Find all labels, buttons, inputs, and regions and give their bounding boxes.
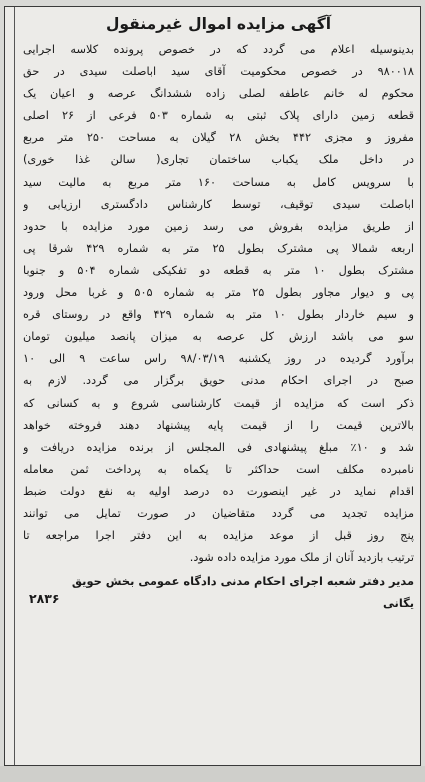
notice-line: بالاترین قیمت را از قیمت پایه پیشنهاد دهند فروخته خواهد [23, 418, 414, 432]
notice-line: بدینوسیله اعلام می گردد که در خصوص پرونده کلاسه اجرایی [23, 43, 414, 56]
column-divider [14, 7, 15, 765]
signature-line: مدیر دفتر شعبه اجرای احکام مدنی دادگاه عمومی بخش حویق [71, 574, 414, 589]
notice-line: ذکر است که مزایده از قیمت کارشناسی شروع و به کسانی که [23, 396, 414, 410]
notice-line: برآورد گردیده در روز یکشنبه ۹۸/۰۳/۱۹ راس ساعت ۹ الی ۱۰ [23, 352, 414, 366]
reference-number: ۲۸۳۶ [29, 591, 60, 607]
notice-line: سو می باشد ارزش کل عرصه به میزان پانصد میلیون تومان [23, 330, 414, 344]
notice-line: از طریق مزایده بفروش می رسد زمین مورد مزایده با حدود [23, 219, 414, 233]
notice-line: شد و ۱۰٪ مبلغ پیشنهادی فی المجلس از برنده مزایده دریافت و [23, 440, 414, 454]
next-clipping-edge [0, 766, 425, 782]
notice-line: و سیم خاردار بطول ۱۰ متر به شماره ۴۲۹ واقع در روستای قره [23, 308, 414, 322]
signature-name: یگانی [383, 596, 414, 611]
newspaper-clipping [4, 6, 421, 766]
notice-title: آگهی مزایده اموال غیرمنقول [105, 15, 332, 33]
notice-line: صبح در اجرای احکام مدنی حویق برگزار می گردد. لازم به [23, 374, 414, 388]
notice-line: اربعه شمالا پی مشترک بطول ۲۵ متر به شماره ۴۲۹ شرقا پی [23, 241, 414, 255]
notice-line: ترتیب بازدید آنان از ملک مورد مزایده داده شود. [189, 551, 414, 565]
notice-body [23, 39, 414, 569]
notice-line: اباصلت سیدی توقیف، توسط کارشناس دادگستری ارزیابی و [23, 197, 414, 211]
notice-line: قطعه زمین دارای پلاک ثبتی به شماره ۵۰۳ فرعی از ۲۶ اصلی [23, 109, 414, 123]
notice-line: ۹۸۰۰۱۸ در خصوص محکومیت آقای سید اباصلت سیدی در حق [23, 65, 414, 79]
signature-name-row [23, 592, 414, 616]
notice-line: پی و دیوار مجاور بطول ۲۵ متر به شماره ۵۰۵ و غربا محل ورود [23, 286, 414, 300]
notice-line: مفروز و مجزی ۴۴۲ بخش ۲۸ گیلان به مساحت ۲۵۰ متر مربع [23, 131, 414, 145]
notice-line: اقدام نماید در غیر اینصورت ده درصد اولیه به نفع دولت ضبط [23, 484, 414, 498]
notice-line: نامبرده مکلف است حداکثر تا یکماه به پرداخت ثمن معامله [23, 462, 414, 476]
notice-line: در داخل ملک یکباب ساختمان تجاری( سالن غذا خوری) [23, 153, 414, 167]
notice-line: مزایده تجدید می گردد متقاضیان در صورت تمایل می توانند [23, 506, 414, 520]
notice-content [23, 11, 414, 761]
notice-line: مشترک بطول ۱۰ متر به قطعه دو تفکیکی شماره ۵۰۴ و جنوبا [23, 263, 414, 277]
notice-line: محکوم له خانم عاطفه لصلی زاده ششدانگ عرصه و اعیان یک [23, 87, 414, 101]
notice-line: پنج روز قبل از موعد مزایده به این دفتر اجرا مراجعه تا [23, 529, 414, 543]
notice-line: با سرویس کامل به مساحت ۱۶۰ متر مربع به مالیت سید [23, 175, 414, 189]
